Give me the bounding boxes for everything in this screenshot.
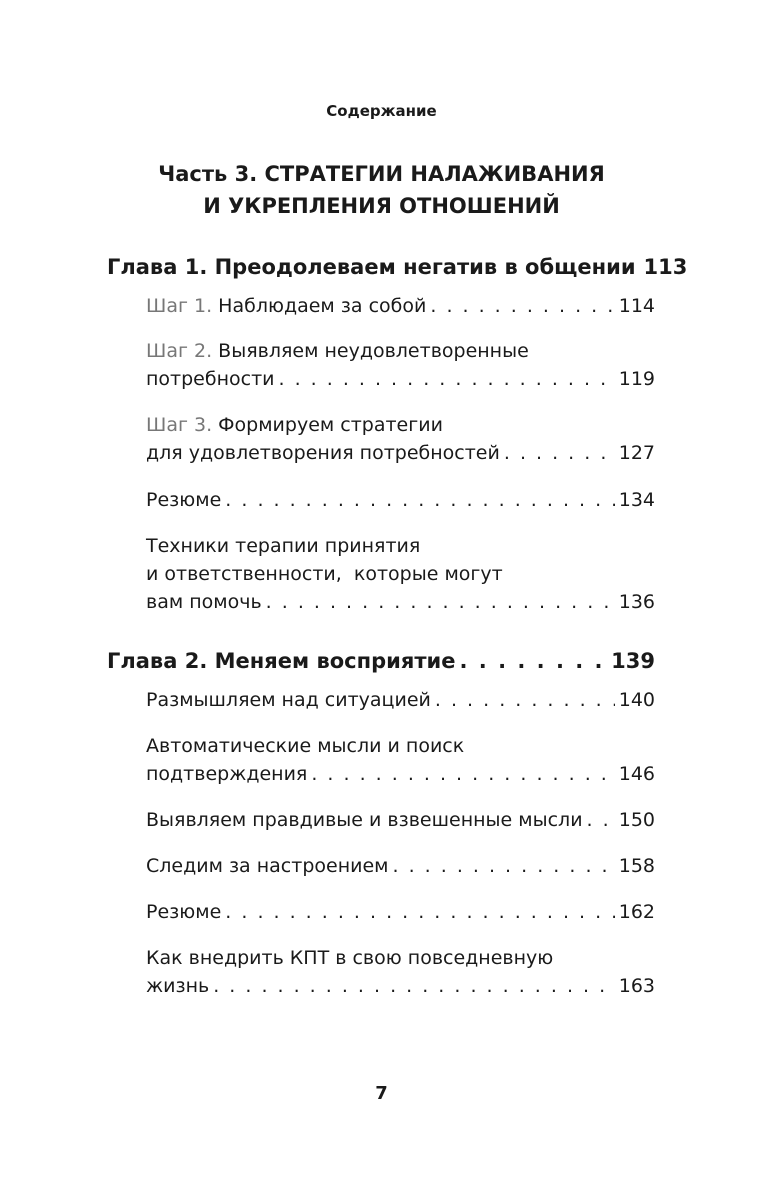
step-label: Шаг 2. xyxy=(146,340,213,362)
entry-text: и ответственности, которые могут xyxy=(146,563,503,585)
dot-leader xyxy=(430,292,614,320)
dot-leader xyxy=(587,806,615,834)
dot-leader xyxy=(460,647,608,675)
page-ref: 146 xyxy=(618,763,655,785)
toc-entry-step-3[interactable] xyxy=(146,411,655,467)
entry-text: Следим за настроением xyxy=(146,855,389,877)
entry-text: Автоматические мысли и поиск xyxy=(146,735,465,757)
page-ref: 140 xyxy=(618,689,655,711)
toc-entry-step-2[interactable] xyxy=(146,337,655,393)
page-ref: 113 xyxy=(643,255,688,279)
step-label: Шаг 1. xyxy=(146,295,213,317)
dot-leader xyxy=(311,760,614,788)
dot-leader xyxy=(504,439,615,467)
entry-text: вам помочь xyxy=(146,591,262,613)
page-ref: 163 xyxy=(618,975,655,997)
toc-entry-act-techniques[interactable] xyxy=(146,532,655,616)
dot-leader xyxy=(213,972,615,1000)
page-ref: 150 xyxy=(618,809,655,831)
entry-text: Наблюдаем за собой xyxy=(218,295,427,317)
toc-chapter-1[interactable] xyxy=(107,253,688,281)
entry-text: Резюме xyxy=(146,489,222,511)
entry-text: потребности xyxy=(146,368,275,390)
page-ref: 158 xyxy=(618,855,655,877)
dot-leader xyxy=(393,852,615,880)
page-number: 7 xyxy=(375,1083,388,1104)
entry-text: для удовлетворения потребностей xyxy=(146,442,500,464)
entry-text: Формируем стратегии xyxy=(218,414,443,436)
step-label: Шаг 3. xyxy=(146,414,213,436)
entry-text: Как внедрить КПТ в свою повседневную xyxy=(146,947,554,969)
toc-entry-step-1[interactable] xyxy=(146,292,655,320)
entry-text: подтверждения xyxy=(146,763,308,785)
page-ref: 119 xyxy=(618,368,655,390)
toc-entry-summary-2[interactable] xyxy=(146,898,655,926)
page-ref: 162 xyxy=(618,901,655,923)
dot-leader xyxy=(225,898,614,926)
entry-text: Резюме xyxy=(146,901,222,923)
toc-entry-mood[interactable] xyxy=(146,852,655,880)
entry-text: Выявляем неудовлетворенные xyxy=(218,340,529,362)
entry-text: Выявляем правдивые и взвешенные мысли xyxy=(146,809,583,831)
dot-leader xyxy=(266,588,615,616)
dot-leader xyxy=(435,686,615,714)
part-title xyxy=(0,158,763,222)
entry-text: Размышляем над ситуацией xyxy=(146,689,431,711)
page-ref: 127 xyxy=(618,442,655,464)
dot-leader xyxy=(279,365,615,393)
toc-entry-automatic-thoughts[interactable] xyxy=(146,732,655,788)
toc-entry-balanced-thoughts[interactable] xyxy=(146,806,655,834)
entry-text: жизнь xyxy=(146,975,210,997)
dot-leader xyxy=(225,486,614,514)
entry-text: Техники терапии принятия xyxy=(146,535,421,557)
toc-entry-cbt-daily[interactable] xyxy=(146,944,655,1000)
part-title-line-2: И УКРЕПЛЕНИЯ ОТНОШЕНИЙ xyxy=(203,194,560,218)
page-ref: 139 xyxy=(611,649,655,673)
running-head: Содержание xyxy=(326,102,437,120)
toc-entry-reflect[interactable] xyxy=(146,686,655,714)
toc-chapter-2[interactable] xyxy=(107,647,655,675)
chapter-title: Глава 2. Меняем восприятие xyxy=(107,649,456,673)
page-ref: 114 xyxy=(618,295,655,317)
chapter-title: Глава 1. Преодолеваем негатив в общении xyxy=(107,255,636,279)
toc-entry-summary-1[interactable] xyxy=(146,486,655,514)
part-title-line-1: Часть 3. СТРАТЕГИИ НАЛАЖИВАНИЯ xyxy=(158,162,605,186)
page-ref: 134 xyxy=(618,489,655,511)
page-ref: 136 xyxy=(618,591,655,613)
